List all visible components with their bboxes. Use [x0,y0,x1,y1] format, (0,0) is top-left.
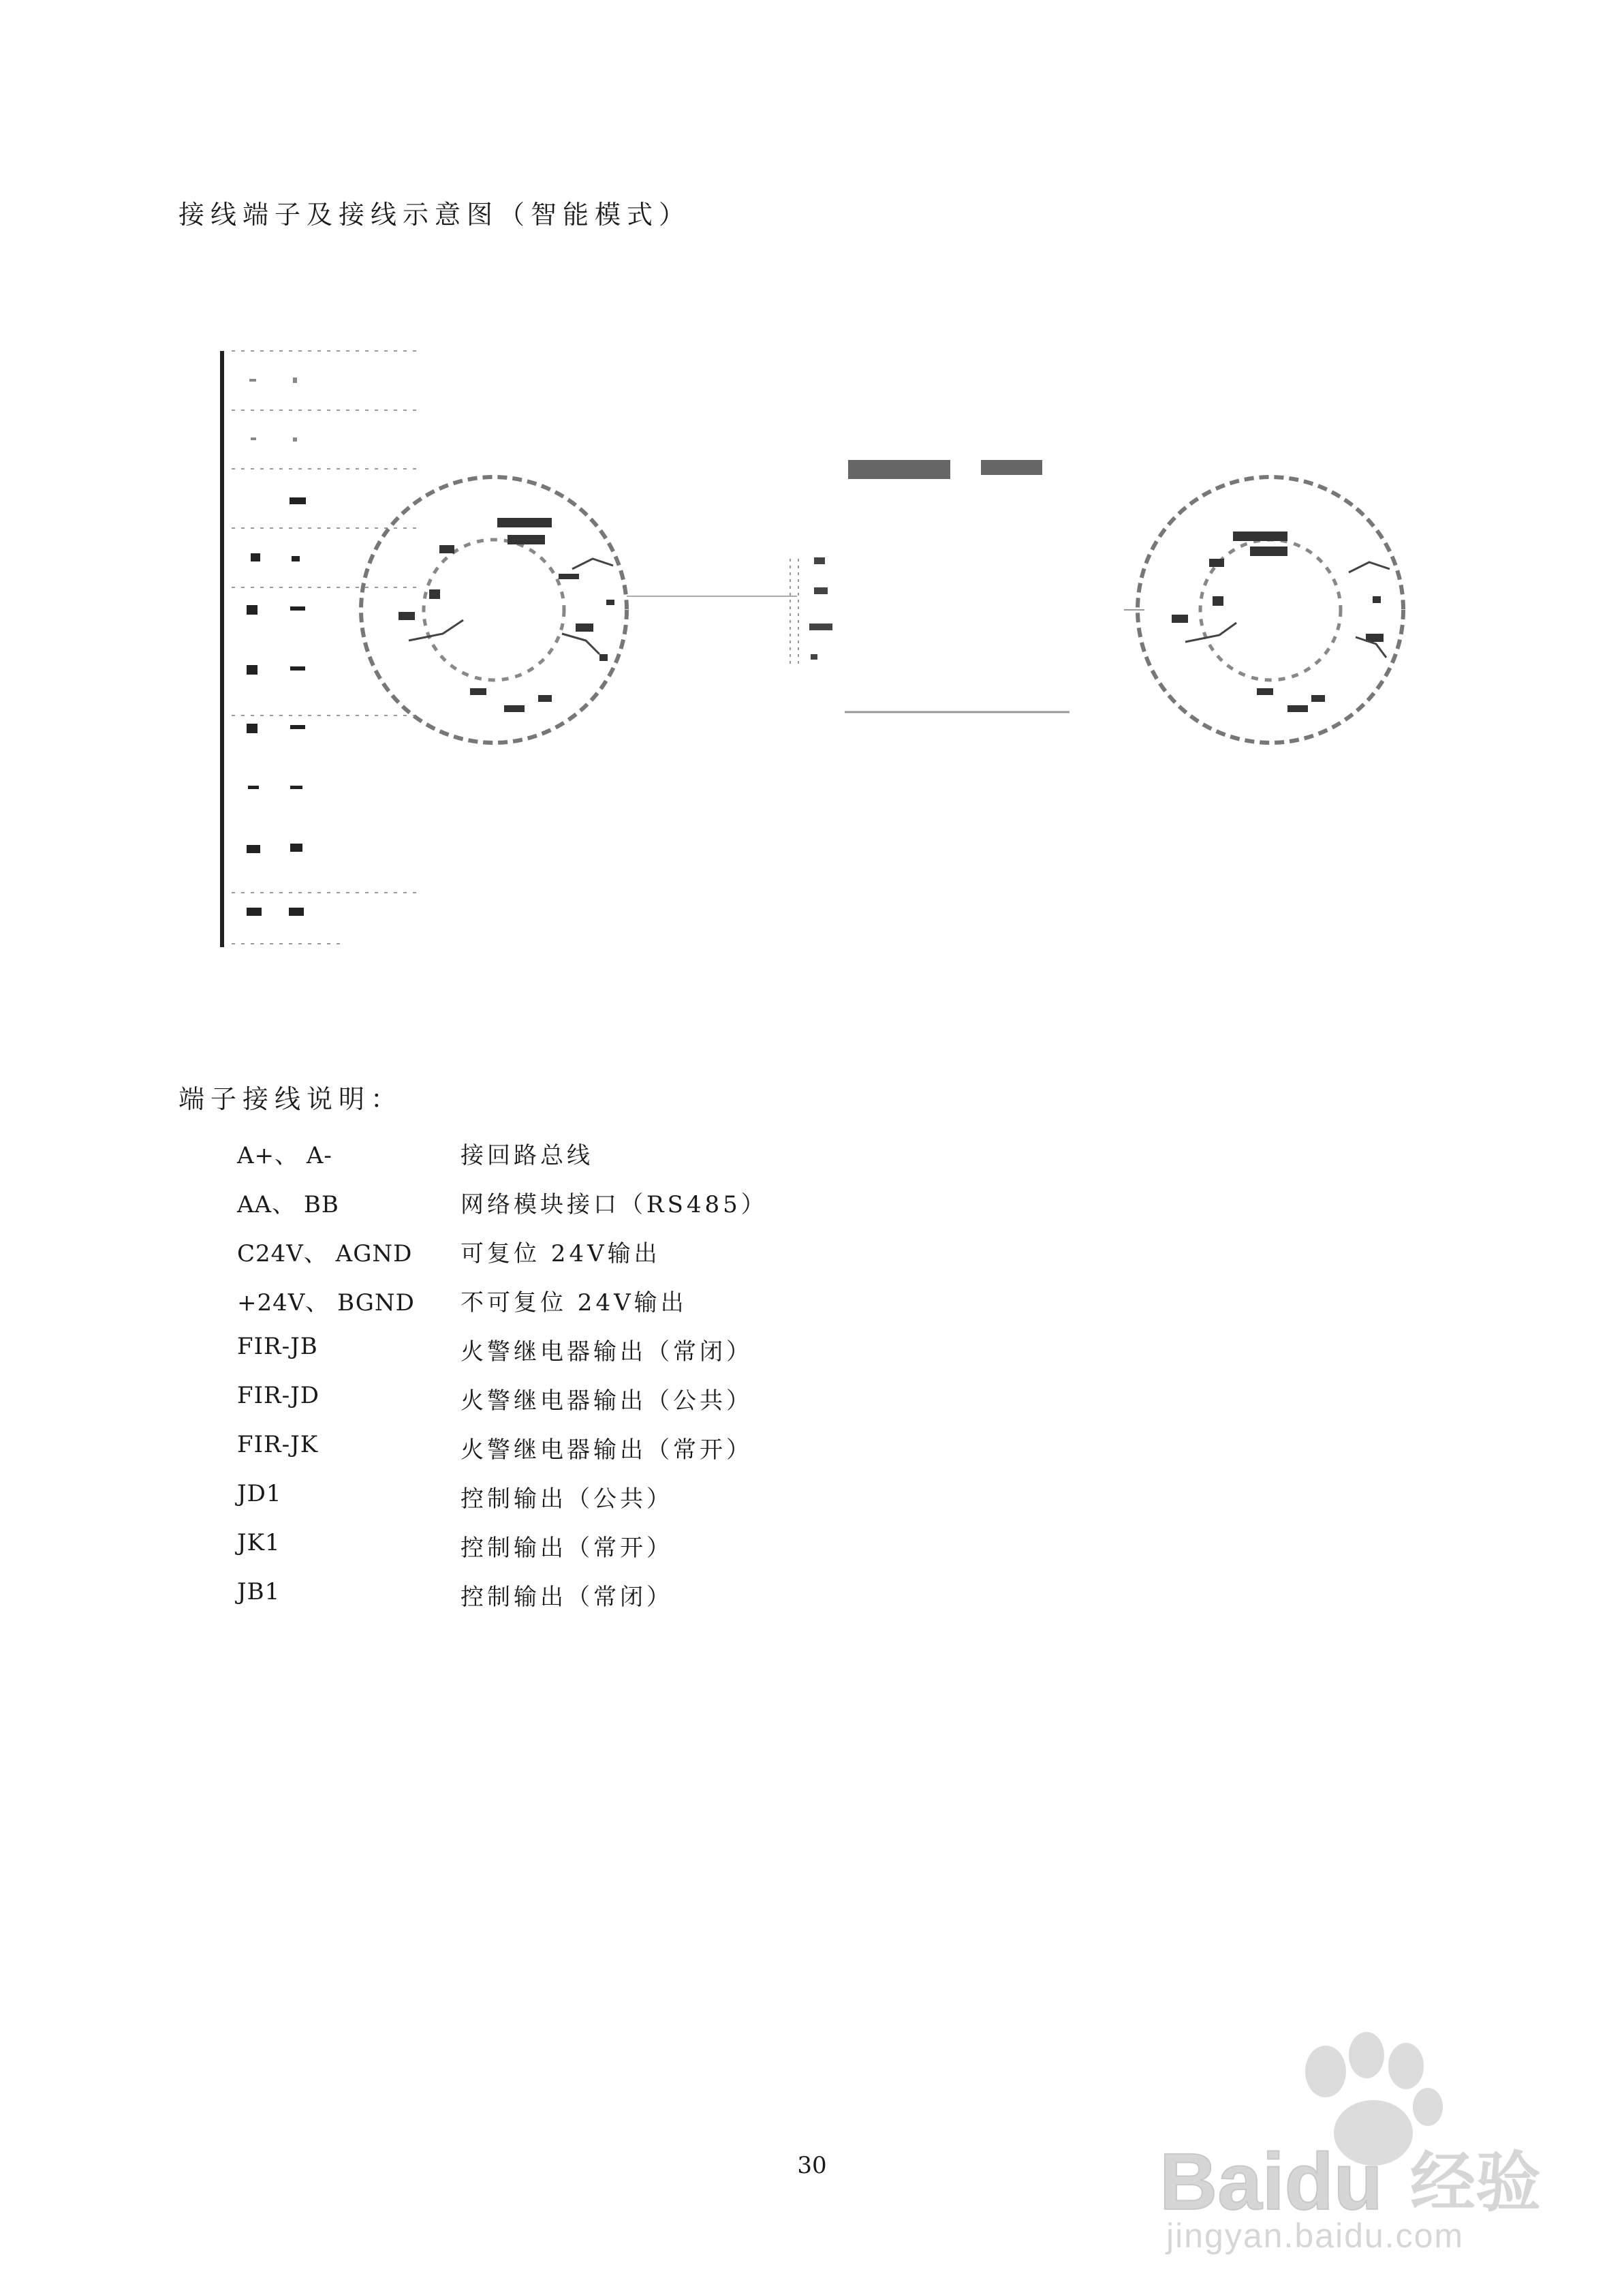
watermark-brand: Baidu [1159,2137,1383,2227]
list-item [237,1186,1055,1227]
terminal-description: 不可复位 24V输出 [460,1289,687,1316]
watermark-url: jingyan.baidu.com [1166,2217,1465,2255]
list-item [237,1480,1055,1521]
terminal-description: 接回路总线 [460,1142,593,1169]
list-item [237,1284,1055,1325]
terminal-description: 控制输出（常开） [460,1535,673,1562]
list-item [237,1578,1055,1619]
terminal-description: 控制输出（公共） [460,1485,673,1513]
terminal-description: 网络模块接口（RS485） [460,1191,768,1218]
watermark-product: 经验 [1410,2144,1541,2221]
page-title: 接线端子及接线示意图（智能模式） [178,200,691,230]
terminal-description: 火警继电器输出（常开） [460,1436,753,1464]
list-item [237,1235,1055,1276]
terminal-strip [222,351,422,947]
wiring-diagram [204,334,1499,981]
list-item [237,1431,1055,1472]
detector-left [361,477,627,743]
terminal-code: A+、 A- [237,1142,332,1169]
terminal-description: 火警继电器输出（常闭） [460,1338,753,1366]
terminal-code: +24V、 BGND [237,1289,415,1316]
baidu-jingyan-watermark [1131,2031,1567,2255]
terminal-code: AA、 BB [237,1191,339,1218]
terminal-code: C24V、 AGND [237,1240,413,1267]
list-item [237,1137,1055,1177]
terminal-code: JK1 [237,1529,281,1556]
terminal-code: FIR-JD [237,1382,319,1409]
page-number: 30 [797,2152,827,2179]
list-item [237,1529,1055,1570]
terminal-code: FIR-JB [237,1333,318,1360]
terminal-code: JB1 [237,1578,281,1605]
section-heading: 端子接线说明： [178,1084,403,1114]
terminal-description: 火警继电器输出（公共） [460,1387,753,1415]
terminal-code: JD1 [237,1480,282,1507]
terminal-code: FIR-JK [237,1431,319,1458]
list-item [237,1382,1055,1423]
terminal-description: 控制输出（常闭） [460,1584,673,1611]
detector-right [1138,477,1403,743]
terminal-description: 可复位 24V输出 [460,1240,661,1267]
list-item [237,1333,1055,1374]
connection-wires [627,460,1144,712]
